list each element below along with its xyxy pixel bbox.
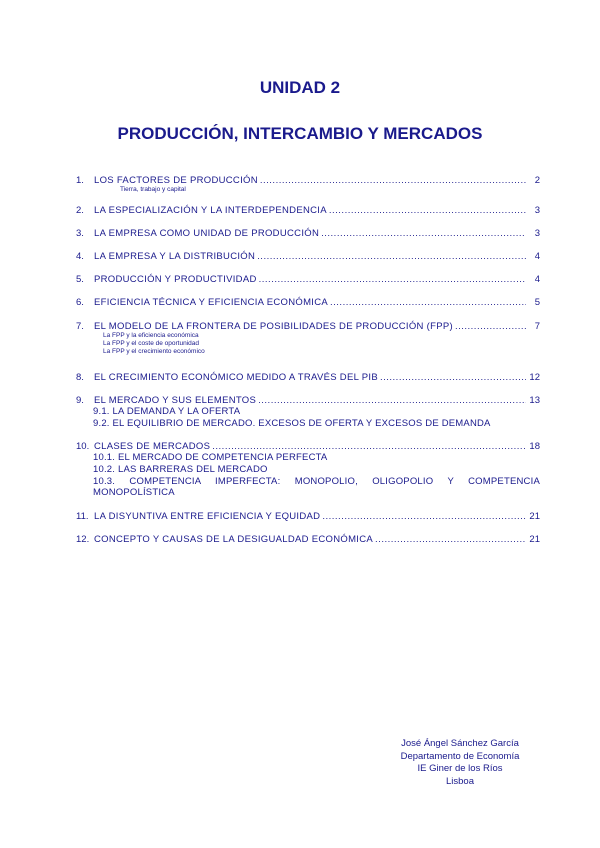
unit-title: UNIDAD 2 <box>259 78 341 97</box>
toc-entry-9[interactable] <box>76 395 540 430</box>
toc-number: 9. <box>76 395 84 406</box>
toc-label: EL MERCADO Y SUS ELEMENTOS <box>94 395 257 406</box>
toc-page: 7 <box>534 321 540 332</box>
toc-label: CLASES DE MERCADOS <box>94 441 211 452</box>
toc-leader <box>321 228 526 239</box>
toc-number: 4. <box>76 251 84 262</box>
toc-number: 6. <box>76 297 84 308</box>
toc-number: 3. <box>76 228 84 239</box>
toc-entry-12[interactable] <box>76 534 540 545</box>
toc-leader <box>258 395 526 406</box>
toc-label: LA EMPRESA Y LA DISTRIBUCIÓN <box>94 251 256 262</box>
toc-page: 3 <box>534 205 540 216</box>
toc-leader <box>330 297 526 308</box>
toc-entry-1[interactable] <box>76 175 540 194</box>
toc-leader <box>260 175 526 186</box>
toc-leader <box>375 534 526 545</box>
toc-entry-5[interactable] <box>76 274 540 285</box>
toc-leader <box>259 274 526 285</box>
toc-page: 21 <box>529 511 540 522</box>
toc-subitem: La FPP y la eficiencia económica <box>103 332 199 339</box>
toc-page: 21 <box>529 534 540 545</box>
toc-page: 18 <box>529 441 540 452</box>
toc-leader <box>257 251 526 262</box>
toc-number: 11. <box>76 511 89 522</box>
toc-subitem: La FPP y el coste de oportunidad <box>103 340 199 347</box>
toc-subitem: Tierra, trabajo y capital <box>120 186 186 193</box>
author-signature <box>380 738 540 788</box>
toc-number: 7. <box>76 321 84 332</box>
toc-label: LA ESPECIALIZACIÓN Y LA INTERDEPENDENCIA <box>94 205 327 216</box>
toc-leader <box>212 441 526 452</box>
toc-label: PRODUCCIÓN Y PRODUCTIVIDAD <box>94 274 257 285</box>
toc-subitem: 10.2. LAS BARRERAS DEL MERCADO <box>93 464 268 475</box>
toc-label: EL MODELO DE LA FRONTERA DE POSIBILIDADES DE PRODUCCIÓN (FPP) <box>94 321 453 332</box>
toc-page: 2 <box>534 175 540 186</box>
toc-page: 13 <box>529 395 540 406</box>
toc-subitem: 9.2. EL EQUILIBRIO DE MERCADO. EXCESOS DE OFERTA Y EXCESOS DE DEMANDA <box>93 418 491 429</box>
toc-label: LA EMPRESA COMO UNIDAD DE PRODUCCIÓN <box>94 228 320 239</box>
toc-label: LA DISYUNTIVA ENTRE EFICIENCIA Y EQUIDAD <box>94 511 321 522</box>
toc-entry-11[interactable] <box>76 511 540 522</box>
toc-number: 10. <box>76 441 90 452</box>
toc-number: 8. <box>76 372 84 383</box>
toc-label: EL CRECIMIENTO ECONÓMICO MEDIDO A TRAVÉS DEL PIB <box>94 372 378 383</box>
toc-number: 12. <box>76 534 90 545</box>
toc-subitem: 10.3. COMPETENCIA IMPERFECTA: MONOPOLIO, OLIGOPOLIO Y COMPETENCIA MONOPOLÍSTICA <box>93 476 540 498</box>
author-city: Lisboa <box>446 775 474 787</box>
toc-entry-6[interactable] <box>76 297 540 308</box>
toc-number: 2. <box>76 205 84 216</box>
toc-page: 4 <box>534 274 540 285</box>
toc-leader <box>329 205 526 216</box>
toc-subitem: 9.1. LA DEMANDA Y LA OFERTA <box>93 406 241 417</box>
toc-number: 1. <box>76 175 84 186</box>
toc-entry-2[interactable] <box>76 205 540 216</box>
toc-number: 5. <box>76 274 84 285</box>
toc-entry-10[interactable] <box>76 441 540 498</box>
author-school: IE Giner de los Ríos <box>417 763 503 774</box>
toc-leader <box>322 511 526 522</box>
toc-entry-4[interactable] <box>76 251 540 262</box>
toc-label: LOS FACTORES DE PRODUCCIÓN <box>94 175 258 186</box>
toc-subitem: 10.1. EL MERCADO DE COMPETENCIA PERFECTA <box>93 452 328 463</box>
toc-entry-3[interactable] <box>76 228 540 239</box>
toc-subitem: La FPP y el crecimiento económico <box>103 348 205 355</box>
toc-entry-7[interactable] <box>76 321 540 356</box>
toc-page: 5 <box>534 297 540 308</box>
author-department: Departamento de Economía <box>400 750 520 762</box>
toc-page: 4 <box>534 251 540 262</box>
toc-label: CONCEPTO Y CAUSAS DE LA DESIGUALDAD ECONÓMICA <box>94 534 374 545</box>
toc-entry-8[interactable] <box>76 372 540 383</box>
toc-leader <box>455 321 526 332</box>
toc-page: 3 <box>534 228 540 239</box>
document-title: PRODUCCIÓN, INTERCAMBIO Y MERCADOS <box>117 124 483 143</box>
toc-page: 12 <box>529 372 540 383</box>
toc-label: EFICIENCIA TÉCNICA Y EFICIENCIA ECONÓMICA <box>94 297 329 308</box>
toc-leader <box>380 372 526 383</box>
author-name: José Ángel Sánchez García <box>401 738 519 749</box>
